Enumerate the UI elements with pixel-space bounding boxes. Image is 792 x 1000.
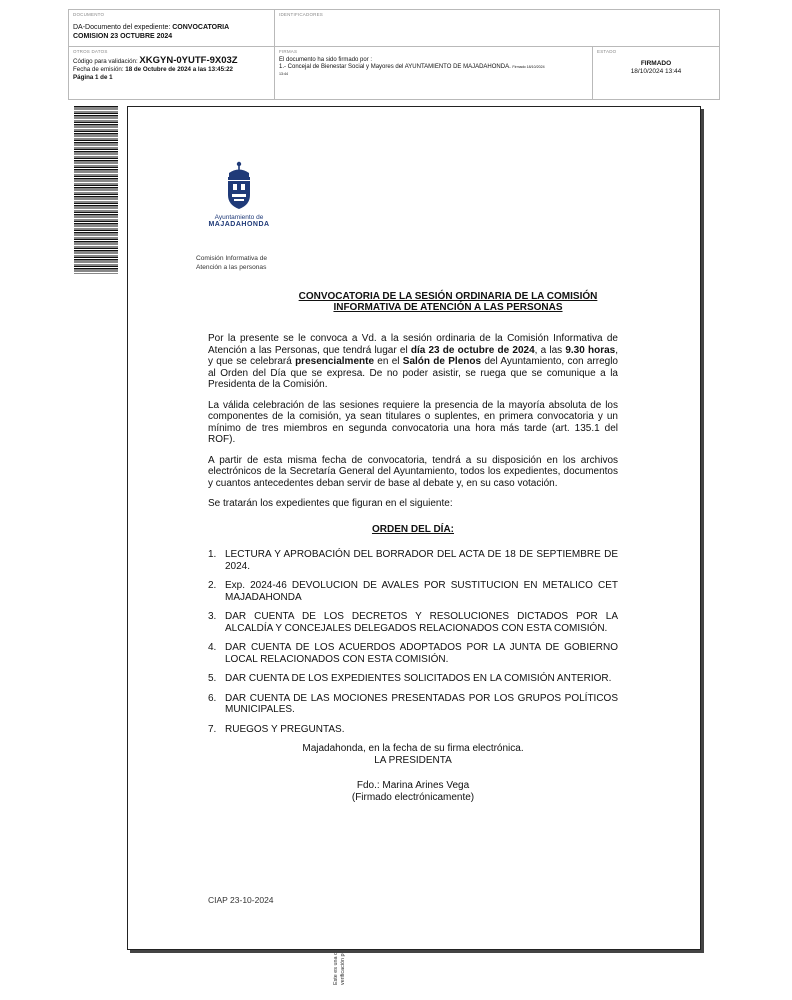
documento-line2: COMISION 23 OCTUBRE 2024 [73,33,173,40]
item-text: DAR CUENTA DE LOS EXPEDIENTES SOLICITADOS EN LA COMISIÓN ANTERIOR. [225,673,612,684]
agenda-list [208,549,618,735]
identificadores-cell [275,10,719,46]
logo-line2: MAJADAHONDA [208,221,270,228]
identificadores-label: IDENTIFICADORES [279,12,324,17]
p1-d: en el [374,356,403,367]
signature-place-date: Majadahonda, en la fecha de su firma electrónica. [302,743,524,754]
list-item [208,693,618,716]
estado-label: ESTADO [597,49,617,54]
firmas-text [279,57,588,78]
list-item [208,642,618,665]
paragraph-archivos: A partir de esta misma fecha de convocatoria, tendrá a su disposición en los archivos electrónicos de la Secretaría General del Ayuntamiento, todos los expedientes, documentos y cuantos antecedentes deban servir de base al debate y, en su caso votación. [208,454,618,489]
meeting-place: Salón de Plenos [402,356,482,367]
ciap-reference: CIAP 23-10-2024 [208,895,274,905]
item-number: 1. [208,549,217,560]
meeting-date: día 23 de octubre de 2024 [410,344,535,356]
document-header-table [68,9,720,100]
firmas-small-time: 13:44 [279,72,288,76]
estado-value-block [597,60,715,76]
validation-code-line [73,57,270,66]
p1-c: , y que se celebrará [208,344,619,367]
documento-cell [69,10,275,46]
title-line2: INFORMATIVA DE ATENCIÓN A LAS PERSONAS [333,302,563,313]
department-line1: Comisión Informativa de [196,255,268,262]
document-page [127,106,701,950]
paragraph-expedientes: Se tratarán los expedientes que figuran en el siguiente: [208,498,453,509]
signature-note: (Firmado electrónicamente) [351,791,475,803]
emission-date: 18 de Octubre de 2024 a las 13:45:22 [125,66,233,73]
list-item [208,724,618,736]
orden-del-dia-heading: ORDEN DEL DÍA: [371,523,455,535]
barcode-image [74,106,118,274]
item-text: DAR CUENTA DE LOS DECRETOS Y RESOLUCIONES DICTADOS POR LA ALCALDÍA Y CONCEJALES DELEGADOS RELACIONADOS CON ESTA COMISIÓN. [225,611,618,634]
item-text: Exp. 2024-46 DEVOLUCION DE AVALES POR SUSTITUCION EN METALICO CET MAJADAHONDA [225,580,618,603]
otros-datos-cell [69,47,275,99]
meeting-time: 9.30 horas [565,344,616,356]
item-text: DAR CUENTA DE LAS MOCIONES PRESENTADAS POR LOS GRUPOS POLÍTICOS MUNICIPALES. [225,692,618,715]
department-line2: Atención a las personas [196,264,267,271]
document-body [208,333,618,803]
item-number: 4. [208,642,217,653]
firmas-small-date: Firmado 18/10/2024 [512,65,545,69]
signature-role: LA PRESIDENTA [374,754,452,766]
coat-of-arms-icon [224,159,254,211]
documento-title [73,23,270,41]
estado-date: 18/10/2024 13:44 [630,68,682,75]
firmas-line2: 1.- Concejal de Bienestar Social y Mayores del AYUNTAMIENTO DE MAJADAHONDA. [279,64,511,70]
signature-name: Fdo.: Marina Arines Vega [356,780,470,791]
paragraph-quorum: La válida celebración de las sesiones requiere la presencia de la mayoría absoluta de los componentes de la comisión, ya sean titulares o suplentes, en primera convocatoria y un mínimo de tres miembros en segunda convocatoria una hora más tarde (art. 135.1 del ROF). [208,399,618,445]
item-number: 5. [208,673,217,684]
item-text: LECTURA Y APROBACIÓN DEL BORRADOR DEL ACTA DE 18 DE SEPTIEMBRE DE 2024. [225,549,618,572]
emission-date-line [73,66,270,74]
documento-line1-bold: CONVOCATORIA [172,24,230,31]
estado-cell [593,47,719,99]
otros-datos-label: OTROS DATOS [73,49,108,54]
firmas-line2-wrap [279,64,588,71]
validation-code-label: Código para validación: [73,58,138,65]
municipality-logo [208,159,270,228]
validation-code[interactable]: XKGYN-0YUTF-9X03Z [139,55,238,66]
signature-block [208,743,618,803]
document-title [278,291,618,313]
firmas-label: FIRMAS [279,49,298,54]
documento-label: DOCUMENTO [73,12,105,17]
documento-line1: DA-Documento del expediente: [73,24,171,31]
title-line1: CONVOCATORIA DE LA SESIÓN ORDINARIA DE LA COMISIÓN [298,291,598,302]
firmas-line1: El documento ha sido firmado por : [279,57,373,63]
item-text: RUEGOS Y PREGUNTAS. [225,723,345,735]
item-number: 6. [208,692,217,704]
p1-b: , a las [534,344,566,356]
paragraph-convocatoria [208,333,618,391]
item-text: DAR CUENTA DE LOS ACUERDOS ADOPTADOS POR LA JUNTA DE GOBIERNO LOCAL RELACIONADOS CON ESTA COMISIÓN. [225,642,618,665]
p1-a: Por la presente se le convoca a Vd. a la sesión ordinaria de la Comisión Informativa de Atención a las Personas, que tendrá lugar el [208,333,618,356]
p1-e: del Ayuntamiento, con arreglo al Orden del Día que se expresa. De no poder asistir, se ruega que se comunique a la Presidenta de la Comisión. [208,356,618,390]
meeting-mode: presencialmente [295,356,375,367]
page-count: Página 1 de 1 [73,74,113,81]
list-item [208,673,618,685]
list-item [208,580,618,603]
item-number: 2. [208,580,217,591]
item-number: 3. [208,611,217,622]
list-item [208,549,618,572]
list-item [208,611,618,634]
item-number: 7. [208,723,217,735]
estado-value: FIRMADO [640,60,672,67]
emission-date-label: Fecha de emisión: [73,66,124,73]
firmas-cell [275,47,593,99]
logo-line1: Ayuntamiento de [214,214,264,221]
department-name [196,254,267,272]
